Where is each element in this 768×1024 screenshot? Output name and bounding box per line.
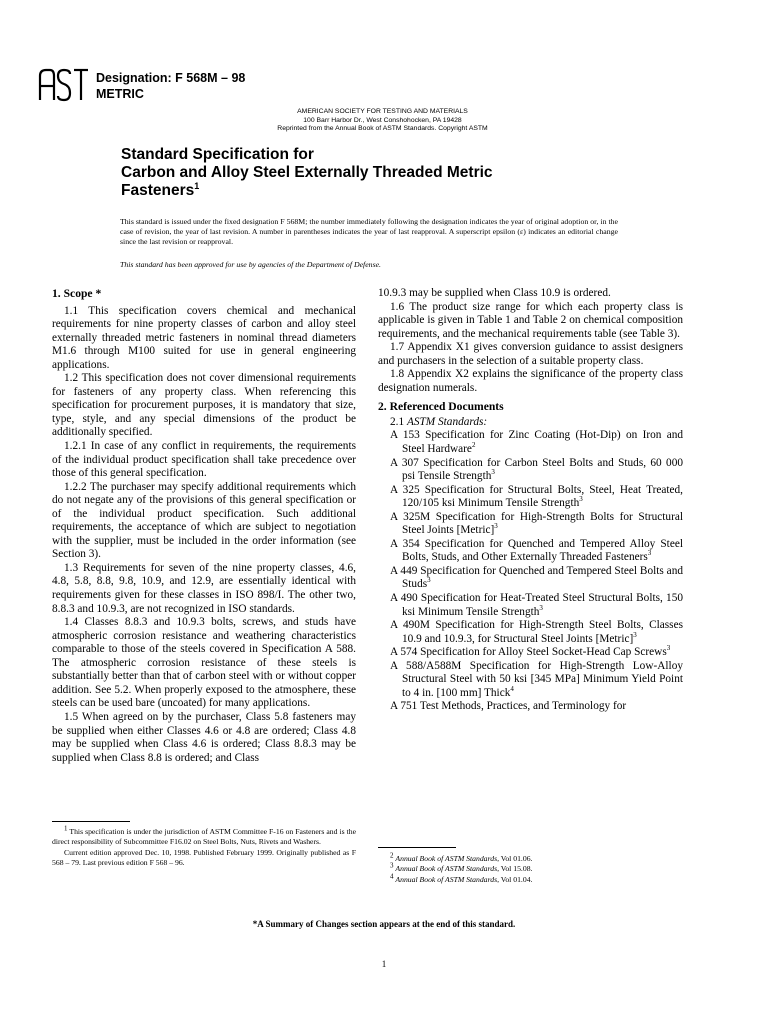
reference-text: A 751 Test Methods, Practices, and Terminology for: [390, 700, 627, 713]
reference-item: [378, 660, 683, 701]
page-number: 1: [381, 959, 387, 969]
reference-item: [378, 429, 683, 456]
paragraph-1-7: 1.7 Appendix X1 gives conversion guidance to assist designers and purchasers in the selection of a suitable property class.: [378, 341, 683, 367]
footnote-rule-right: [378, 847, 456, 848]
reference-footnote-mark: 4: [510, 685, 514, 694]
footnote-source: Annual Book of ASTM Standards: [395, 864, 498, 874]
paragraph-1-4: 1.4 Classes 8.8.3 and 10.9.3 bolts, screws, and studs have atmospheric corrosion resistance and weathering characteristics comparable to those of the steels covered in Specification A 588. The atmospheric corrosion resistance of these steels is substantially better than that of carbon steel with or without copper addition. See 5.2. When properly exposed to the atmosphere, these steels can be used bare (uncoated) for many applications.: [52, 616, 356, 710]
reference-item: [378, 484, 683, 511]
reference-footnote-mark: 3: [494, 522, 498, 531]
reference-footnote-mark: 3: [666, 644, 671, 653]
title-line-3: [121, 182, 493, 200]
publisher-block: [200, 108, 565, 134]
title-line-2: Carbon and Alloy Steel Externally Threaded Metric: [121, 164, 493, 181]
reference-text: A 307 Specification for Carbon Steel Bolts and Studs, 60 000 psi Tensile Strength: [390, 456, 683, 483]
reference-text: A 449 Specification for Quenched and Tempered Steel Bolts and Studs: [390, 564, 683, 591]
reference-item: [378, 592, 683, 619]
right-column: [378, 287, 683, 714]
reference-item: [378, 511, 683, 538]
designation: Designation: F 568M – 98: [96, 71, 246, 85]
footnote-2: [378, 851, 578, 864]
footnote-1-text: This specification is under the jurisdiction of ASTM Committee F-16 on Fasteners and is the direct responsibility of Subcommittee F16.02 on Steel Bolts, Nuts, Rivets and Washers.: [52, 827, 356, 847]
astm-standards-subheading: [378, 416, 683, 430]
reference-footnote-mark: 3: [647, 549, 652, 558]
subheading-number: 2.1: [390, 415, 405, 428]
paragraph-1-2-2: 1.2.2 The purchaser may specify additional requirements which do not negate any of the provisions of this general specification or of the individual product specification. Such additional requirements, the acceptance of which are subject to negotiation with the supplier, must be included in the order information (see Section 3).: [52, 480, 356, 561]
footnote-volume: , Vol 15.08.: [497, 864, 533, 874]
paragraph-1-3: 1.3 Requirements for seven of the nine property classes, 4.6, 4.8, 5.8, 8.8, 9.8, 10.9, and 12.9, are essentially identical with requirements given for these classes in ISO 898/I. The other two, 8.8.3 and 10.9.3, are not recognized in ISO standards.: [52, 561, 356, 615]
reference-text: A 574 Specification for Alloy Steel Socket-Head Cap Screws: [390, 646, 667, 659]
footnote-mark: 2: [390, 851, 394, 860]
reference-item: [378, 646, 683, 660]
referenced-standards-list: [378, 429, 683, 713]
reference-item: [378, 700, 683, 714]
footnote-volume: , Vol 01.06.: [497, 854, 533, 863]
astm-logo: [36, 66, 92, 104]
reference-item: [378, 538, 683, 565]
footnote-1: [52, 824, 356, 848]
reference-text: A 490 Specification for Heat-Treated Steel Structural Bolts, 150 ksi Minimum Tensile Strength: [390, 592, 683, 618]
paragraph-1-2: 1.2 This specification does not cover dimensional requirements for fasteners of any property class. When referencing this specification for procurement purposes, it is mandatory that size, type, style, and any special dimensions of the product be additionally specified.: [52, 372, 356, 439]
title-line-3-text: Fasteners: [121, 182, 195, 199]
paragraph-1-8: 1.8 Appendix X2 explains the significance of the property class designation numerals.: [378, 368, 683, 394]
footnote-3: [378, 861, 578, 874]
referenced-documents-heading: 2. Referenced Documents: [378, 400, 504, 414]
reference-text: A 153 Specification for Zinc Coating (Hot-Dip) on Iron and Steel Hardware: [390, 429, 683, 456]
reference-footnote-mark: 3: [491, 468, 495, 477]
reference-footnote-mark: 3: [539, 603, 543, 612]
reference-text: A 325 Specification for Structural Bolts, Steel, Heat Treated, 120/105 ksi Minimum Tensile Strength: [390, 483, 683, 510]
footnote-1-mark: 1: [64, 824, 68, 833]
reference-text: A 490M Specification for High-Strength Steel Bolts, Classes 10.9 and 10.9.3, for Structural Steel Joints [Metric]: [390, 619, 683, 645]
reference-footnote-mark: 3: [633, 630, 637, 639]
reference-text: A 325M Specification for High-Strength Bolts for Structural Steel Joints [Metric]: [390, 510, 683, 537]
reference-footnote-mark: 3: [579, 495, 583, 504]
footnotes-right: [378, 851, 578, 885]
title-footnote-mark: 1: [194, 180, 200, 191]
footnote-mark: 4: [390, 872, 394, 881]
reference-text: A 588/A588M Specification for High-Strength Low-Alloy Structural Steel with 50 ksi [345 MPa] Minimum Yield Point to 4 in. [100 mm] Thick: [390, 659, 683, 699]
publisher-reprint: Reprinted from the Annual Book of ASTM Standards. Copyright ASTM: [277, 125, 488, 133]
reference-text: A 354 Specification for Quenched and Tempered Alloy Steel Bolts, Studs, and Other Externally Threaded Fasteners: [390, 537, 683, 564]
subheading-title: ASTM Standards:: [406, 415, 488, 428]
reference-footnote-mark: 2: [471, 441, 476, 450]
footnote-1-edition: Current edition approved Dec. 10, 1998. Published February 1999. Originally published as F 568 – 79. Last previous edition F 568 – 96.: [52, 847, 356, 868]
designation-block: [96, 70, 245, 102]
footnote-4: [378, 872, 578, 885]
paragraph-1-5-continued: 10.9.3 may be supplied when Class 10.9 is ordered.: [378, 287, 611, 299]
metric-label: METRIC: [96, 87, 144, 101]
reference-footnote-mark: 3: [427, 576, 431, 585]
approval-note: This standard has been approved for use by agencies of the Department of Defense.: [120, 260, 382, 269]
paragraph-1-6: 1.6 The product size range for which each property class is applicable is given in Table 1 and Table 2 on chemical composition requirements, and the mechanical requirements table (see Table 3).: [378, 300, 683, 340]
document-title: [121, 146, 493, 200]
footnote-source: Annual Book of ASTM Standards: [395, 874, 498, 884]
left-column: [52, 287, 356, 765]
footnote-volume: , Vol 01.04.: [497, 874, 533, 884]
reference-item: [378, 565, 683, 592]
paragraph-1-5: 1.5 When agreed on by the purchaser, Class 5.8 fasteners may be supplied when either Classes 4.6 or 4.8 are ordered; Class 4.8 may be supplied when Class 4.6 is ordered; Class 8.8.3 may be supplied when Class 8.8 is ordered; and Class: [52, 710, 356, 764]
footnote-mark: 3: [390, 861, 394, 870]
reference-item: [378, 619, 683, 646]
scope-heading: 1. Scope *: [52, 287, 102, 300]
footnote-rule-left: [52, 821, 130, 822]
footnotes-left: [52, 824, 356, 869]
publisher-name: AMERICAN SOCIETY FOR TESTING AND MATERIALS: [297, 108, 468, 115]
summary-of-changes-note: *A Summary of Changes section appears at the end of this standard.: [252, 919, 516, 929]
reference-item: [378, 457, 683, 484]
footnote-source: Annual Book of ASTM Standards: [395, 854, 498, 863]
publisher-address: 100 Barr Harbor Dr., West Conshohocken, PA 19428: [303, 116, 462, 124]
issuance-note: This standard is issued under the fixed designation F 568M; the number immediately following the designation indicates the year of original adoption or, in the case of revision, the year of last revision. A number in parentheses indicates the year of last reapproval. A superscript epsilon (ε) indicates an editorial change since the last revision or reapproval.: [120, 217, 618, 247]
paragraph-1-1: 1.1 This specification covers chemical and mechanical requirements for nine property classes of carbon and alloy steel externally threaded metric fasteners in nominal thread diameters M1.6 through M100 suited for use in general engineering applications.: [52, 304, 356, 371]
paragraph-1-2-1: 1.2.1 In case of any conflict in requirements, the requirements of the individual product specification shall take precedence over those of this general specification.: [52, 440, 356, 480]
title-line-1: Standard Specification for: [121, 146, 314, 163]
